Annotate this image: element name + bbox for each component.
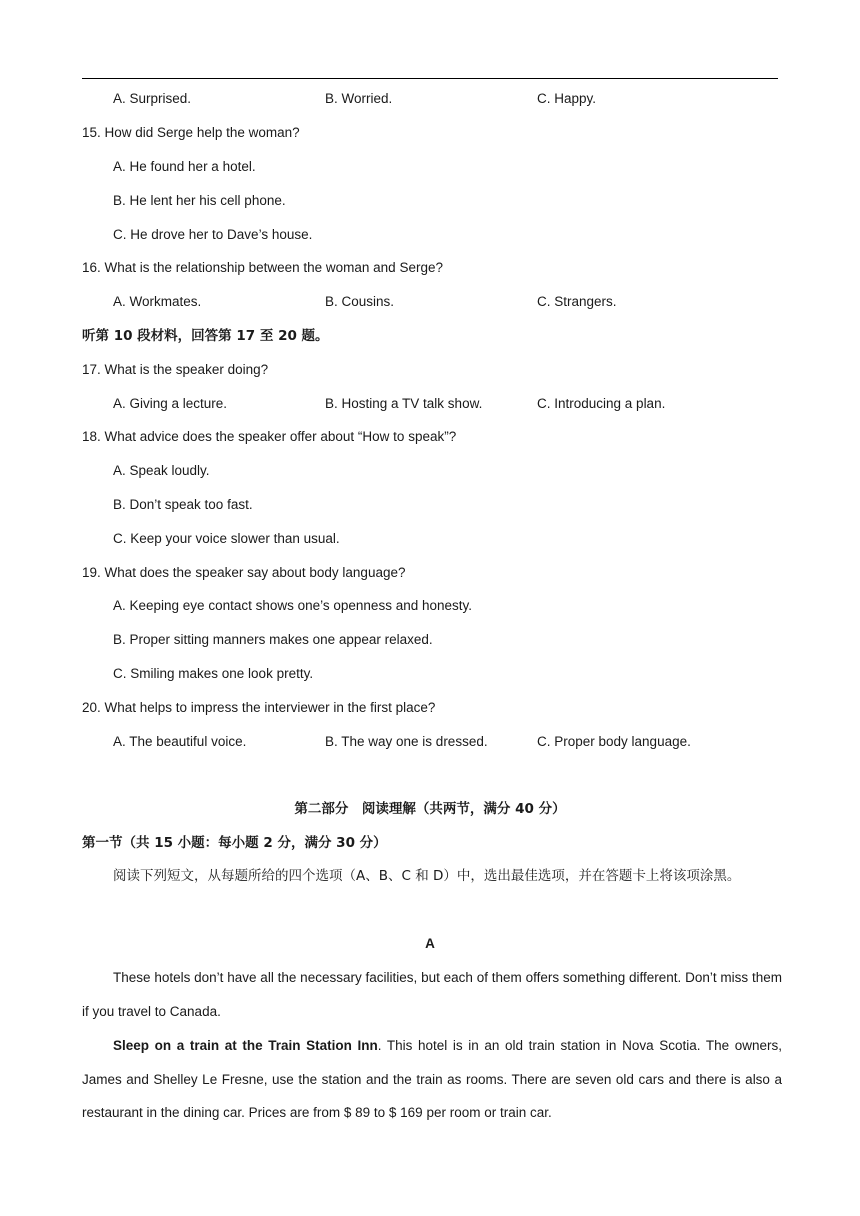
q20-option-b: B. The way one is dressed. bbox=[325, 734, 488, 749]
header-rule bbox=[82, 78, 778, 79]
q17-option-a: A. Giving a lecture. bbox=[113, 396, 228, 411]
section-1-title: 第一节（共 15 小题：每小题 2 分，满分 30 分） bbox=[82, 835, 387, 851]
q16-option-b: B. Cousins. bbox=[325, 294, 395, 309]
q16-question: 16. What is the relationship between the woman and Serge? bbox=[82, 260, 443, 275]
q15-option-b: B. He lent her his cell phone. bbox=[113, 193, 286, 208]
passage-paragraph bbox=[82, 1029, 782, 1130]
q20-option-a: A. The beautiful voice. bbox=[113, 734, 247, 749]
q16-option-a: A. Workmates. bbox=[113, 294, 202, 309]
q15-question: 15. How did Serge help the woman? bbox=[82, 125, 300, 140]
reading-instructions: 阅读下列短文，从每题所给的四个选项（A、B、C 和 D）中，选出最佳选项，并在答题卡上将该项涂黑。 bbox=[113, 868, 741, 884]
q18-question: 18. What advice does the speaker offer about “How to speak”? bbox=[82, 429, 457, 444]
q20-question: 20. What helps to impress the interviewer in the first place? bbox=[82, 700, 436, 715]
q17-question: 17. What is the speaker doing? bbox=[82, 362, 269, 377]
q16-option-c: C. Strangers. bbox=[537, 294, 617, 309]
part-2-title: 第二部分 阅读理解（共两节，满分 40 分） bbox=[294, 801, 566, 817]
q19-option-c: C. Smiling makes one look pretty. bbox=[113, 666, 314, 681]
q14-option-b: B. Worried. bbox=[325, 91, 393, 106]
passage-paragraph-body: . This hotel is in an old train station in Nova Scotia. The owners, James and Shelley Le Fresne, use the station and the train as rooms. There are seven old cars and there is also a restaurant in the dining car. Prices are from $ 89 to $ 169 per room or train car. bbox=[82, 1038, 782, 1120]
q14-option-c: C. Happy. bbox=[537, 91, 597, 106]
q18-option-c: C. Keep your voice slower than usual. bbox=[113, 531, 340, 546]
q17-option-b: B. Hosting a TV talk show. bbox=[325, 396, 483, 411]
q19-question: 19. What does the speaker say about body language? bbox=[82, 565, 406, 580]
q19-option-b: B. Proper sitting manners makes one appear relaxed. bbox=[113, 632, 433, 647]
q17-option-c: C. Introducing a plan. bbox=[537, 396, 666, 411]
q14-option-a: A. Surprised. bbox=[113, 91, 192, 106]
passage-paragraph-heading: Sleep on a train at the Train Station Inn bbox=[113, 1038, 378, 1053]
q20-option-c: C. Proper body language. bbox=[537, 734, 691, 749]
q18-option-a: A. Speak loudly. bbox=[113, 463, 210, 478]
q19-option-a: A. Keeping eye contact shows one’s openness and honesty. bbox=[113, 598, 472, 613]
passage-label: A bbox=[425, 936, 435, 951]
q15-option-a: A. He found her a hotel. bbox=[113, 159, 256, 174]
section-10-heading: 听第 10 段材料，回答第 17 至 20 题。 bbox=[82, 328, 329, 344]
q18-option-b: B. Don’t speak too fast. bbox=[113, 497, 253, 512]
q15-option-c: C. He drove her to Dave’s house. bbox=[113, 227, 313, 242]
passage-intro: These hotels don’t have all the necessary facilities, but each of them offers something different. Don’t miss them if you travel to Canada. bbox=[82, 970, 782, 1019]
